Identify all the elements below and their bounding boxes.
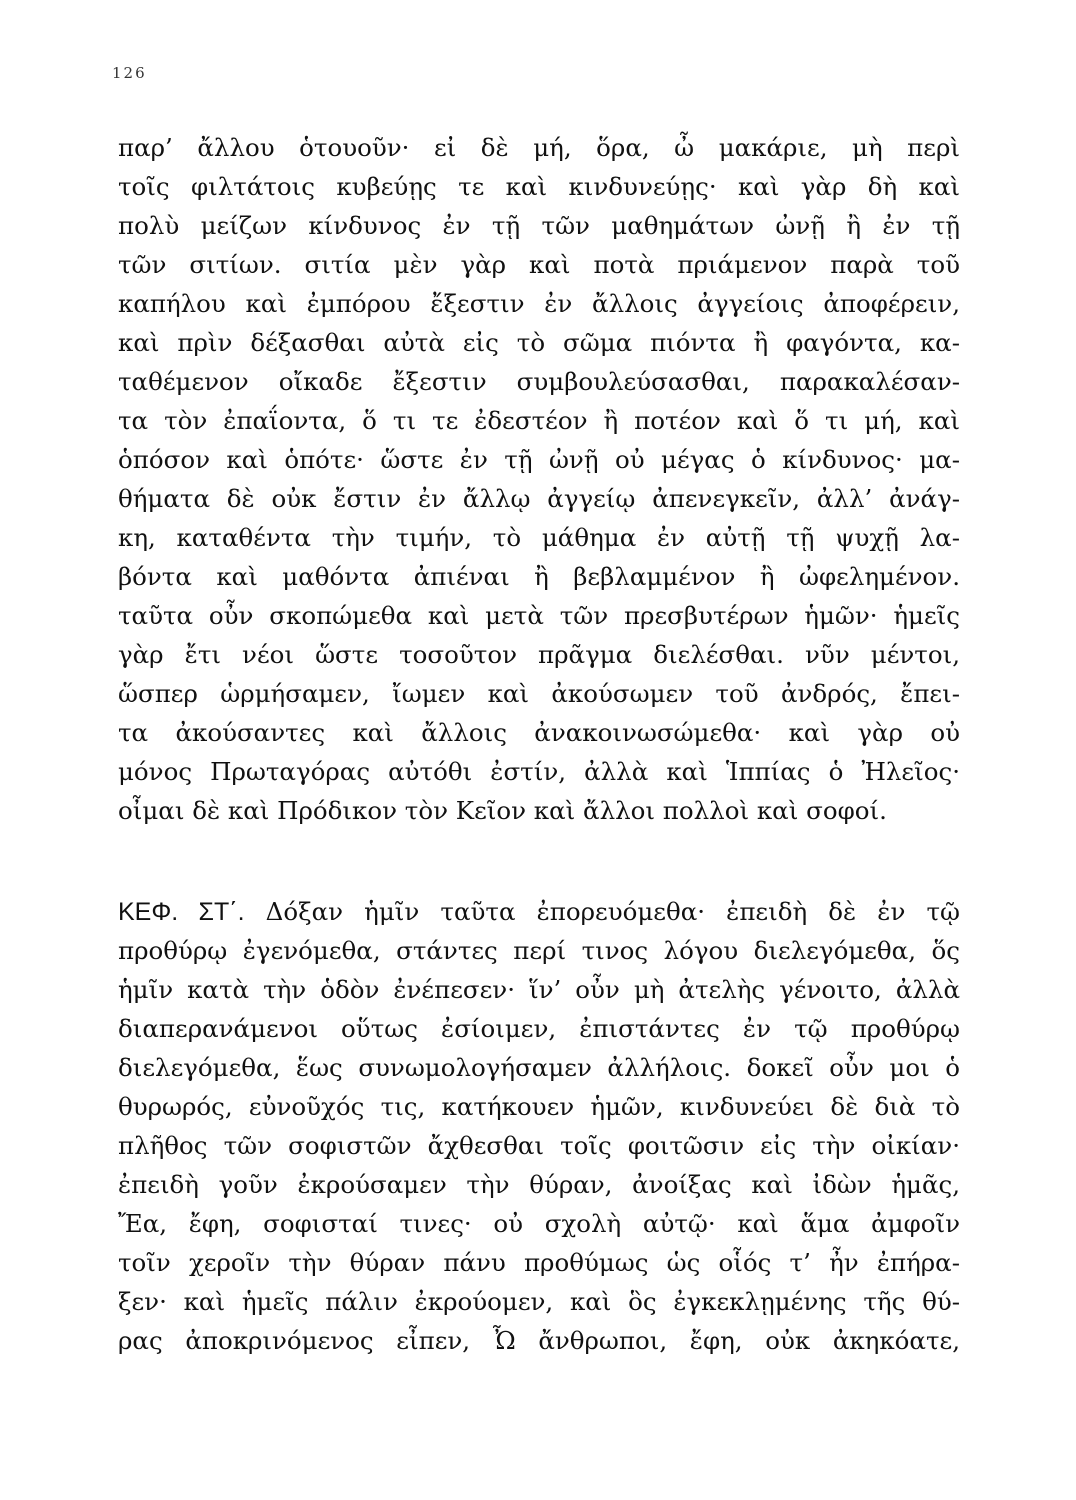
text-line: τα ἀκούσαντες καὶ ἄλλοις ἀνακοινωσώμεθα· καὶ γὰρ οὐ xyxy=(118,718,960,747)
text-line: καπήλου καὶ ἐμπόρου ἔξεστιν ἐν ἄλλοις ἀγγείοις ἀποφέρειν, xyxy=(118,289,960,318)
text-line: ἐπειδὴ γοῦν ἐκρούσαμεν τὴν θύραν, ἀνοίξας καὶ ἰδὼν ἡμᾶς, xyxy=(118,1170,960,1199)
text-line: ρας ἀποκρινόμενος εἶπεν, Ὦ ἄνθρωποι, ἔφη, οὐκ ἀκηκόατε, xyxy=(118,1326,960,1355)
text-line: τῶν σιτίων. σιτία μὲν γὰρ καὶ ποτὰ πριάμενον παρὰ τοῦ xyxy=(118,250,960,279)
text-line-first xyxy=(118,892,960,931)
paragraph-two xyxy=(118,892,960,1360)
text-line: διελεγόμεθα, ἕως συνωμολογήσαμεν ἀλλήλοις. δοκεῖ οὖν μοι ὁ xyxy=(118,1053,960,1082)
text-line: τοῖς φιλτάτοις κυβεύῃς τε καὶ κινδυνεύῃς· καὶ γὰρ δὴ καὶ xyxy=(118,172,960,201)
text-line: ταθέμενον οἴκαδε ἔξεστιν συμβουλεύσασθαι, παρακαλέσαν- xyxy=(118,367,960,396)
text-line: προθύρῳ ἐγενόμεθα, στάντες περί τινος λόγου διελεγόμεθα, ὅς xyxy=(118,936,960,965)
text-line-first-rest: Δόξαν ἡμῖν ταῦτα ἐπορευόμεθα· ἐπειδὴ δὲ ἐν τῷ xyxy=(265,897,961,926)
chapter-heading: ΚΕΦ. ΣΤ΄. xyxy=(118,898,245,926)
text-line: οἶμαι δὲ καὶ Πρόδικον τὸν Κεῖον καὶ ἄλλοι πολλοὶ καὶ σοφοί. xyxy=(118,796,887,825)
text-line: βόντα καὶ μαθόντα ἀπιέναι ἢ βεβλαμμένον ἢ ὠφελημένον. xyxy=(118,562,960,591)
text-line: ἡμῖν κατὰ τὴν ὁδὸν ἐνέπεσεν· ἵν’ οὖν μὴ ἀτελὴς γένοιτο, ἀλλὰ xyxy=(118,975,960,1004)
text-line: κη, καταθέντα τὴν τιμήν, τὸ μάθημα ἐν αὐτῇ τῇ ψυχῇ λα- xyxy=(118,523,960,552)
text-line: γὰρ ἔτι νέοι ὥστε τοσοῦτον πρᾶγμα διελέσθαι. νῦν μέντοι, xyxy=(118,640,960,669)
page-number: 126 xyxy=(112,64,147,82)
text-line: θήματα δὲ οὐκ ἔστιν ἐν ἄλλῳ ἀγγείῳ ἀπενεγκεῖν, ἀλλ’ ἀνάγ- xyxy=(118,484,960,513)
text-line: τοῖν χεροῖν τὴν θύραν πάνυ προθύμως ὡς οἷός τ’ ἦν ἐπήρα- xyxy=(118,1248,960,1277)
text-line: πολὺ μείζων κίνδυνος ἐν τῇ τῶν μαθημάτων ὠνῇ ἢ ἐν τῇ xyxy=(118,211,960,240)
text-line: μόνος Πρωταγόρας αὐτόθι ἐστίν, ἀλλὰ καὶ Ἱππίας ὁ Ἠλεῖος· xyxy=(118,757,960,786)
paragraph-one xyxy=(118,128,960,830)
text-line: τα τὸν ἐπαΐοντα, ὅ τι τε ἐδεστέον ἢ ποτέον καὶ ὅ τι μή, καὶ xyxy=(118,406,960,435)
text-line: καὶ πρὶν δέξασθαι αὐτὰ εἰς τὸ σῶμα πιόντα ἢ φαγόντα, κα- xyxy=(118,328,960,357)
text-line: ὥσπερ ὡρμήσαμεν, ἴωμεν καὶ ἀκούσωμεν τοῦ ἀνδρός, ἔπει- xyxy=(118,679,960,708)
text-line: παρ’ ἄλλου ὁτουοῦν· εἰ δὲ μή, ὅρα, ὦ μακάριε, μὴ περὶ xyxy=(118,133,960,162)
text-line: θυρωρός, εὐνοῦχός τις, κατήκουεν ἡμῶν, κινδυνεύει δὲ διὰ τὸ xyxy=(118,1092,960,1121)
text-line: ξεν· καὶ ἡμεῖς πάλιν ἐκρούομεν, καὶ ὃς ἐγκεκλῃμένης τῆς θύ- xyxy=(118,1287,960,1316)
text-line: ὁπόσον καὶ ὁπότε· ὥστε ἐν τῇ ὠνῇ οὐ μέγας ὁ κίνδυνος· μα- xyxy=(118,445,960,474)
text-line: διαπερανάμενοι οὕτως ἐσίοιμεν, ἐπιστάντες ἐν τῷ προθύρῳ xyxy=(118,1014,960,1043)
text-line: ταῦτα οὖν σκοπώμεθα καὶ μετὰ τῶν πρεσβυτέρων ἡμῶν· ἡμεῖς xyxy=(118,601,960,630)
text-line: πλῆθος τῶν σοφιστῶν ἄχθεσθαι τοῖς φοιτῶσιν εἰς τὴν οἰκίαν· xyxy=(118,1131,960,1160)
text-line: Ἔα, ἔφη, σοφισταί τινες· οὐ σχολὴ αὐτῷ· καὶ ἅμα ἀμφοῖν xyxy=(118,1209,960,1238)
